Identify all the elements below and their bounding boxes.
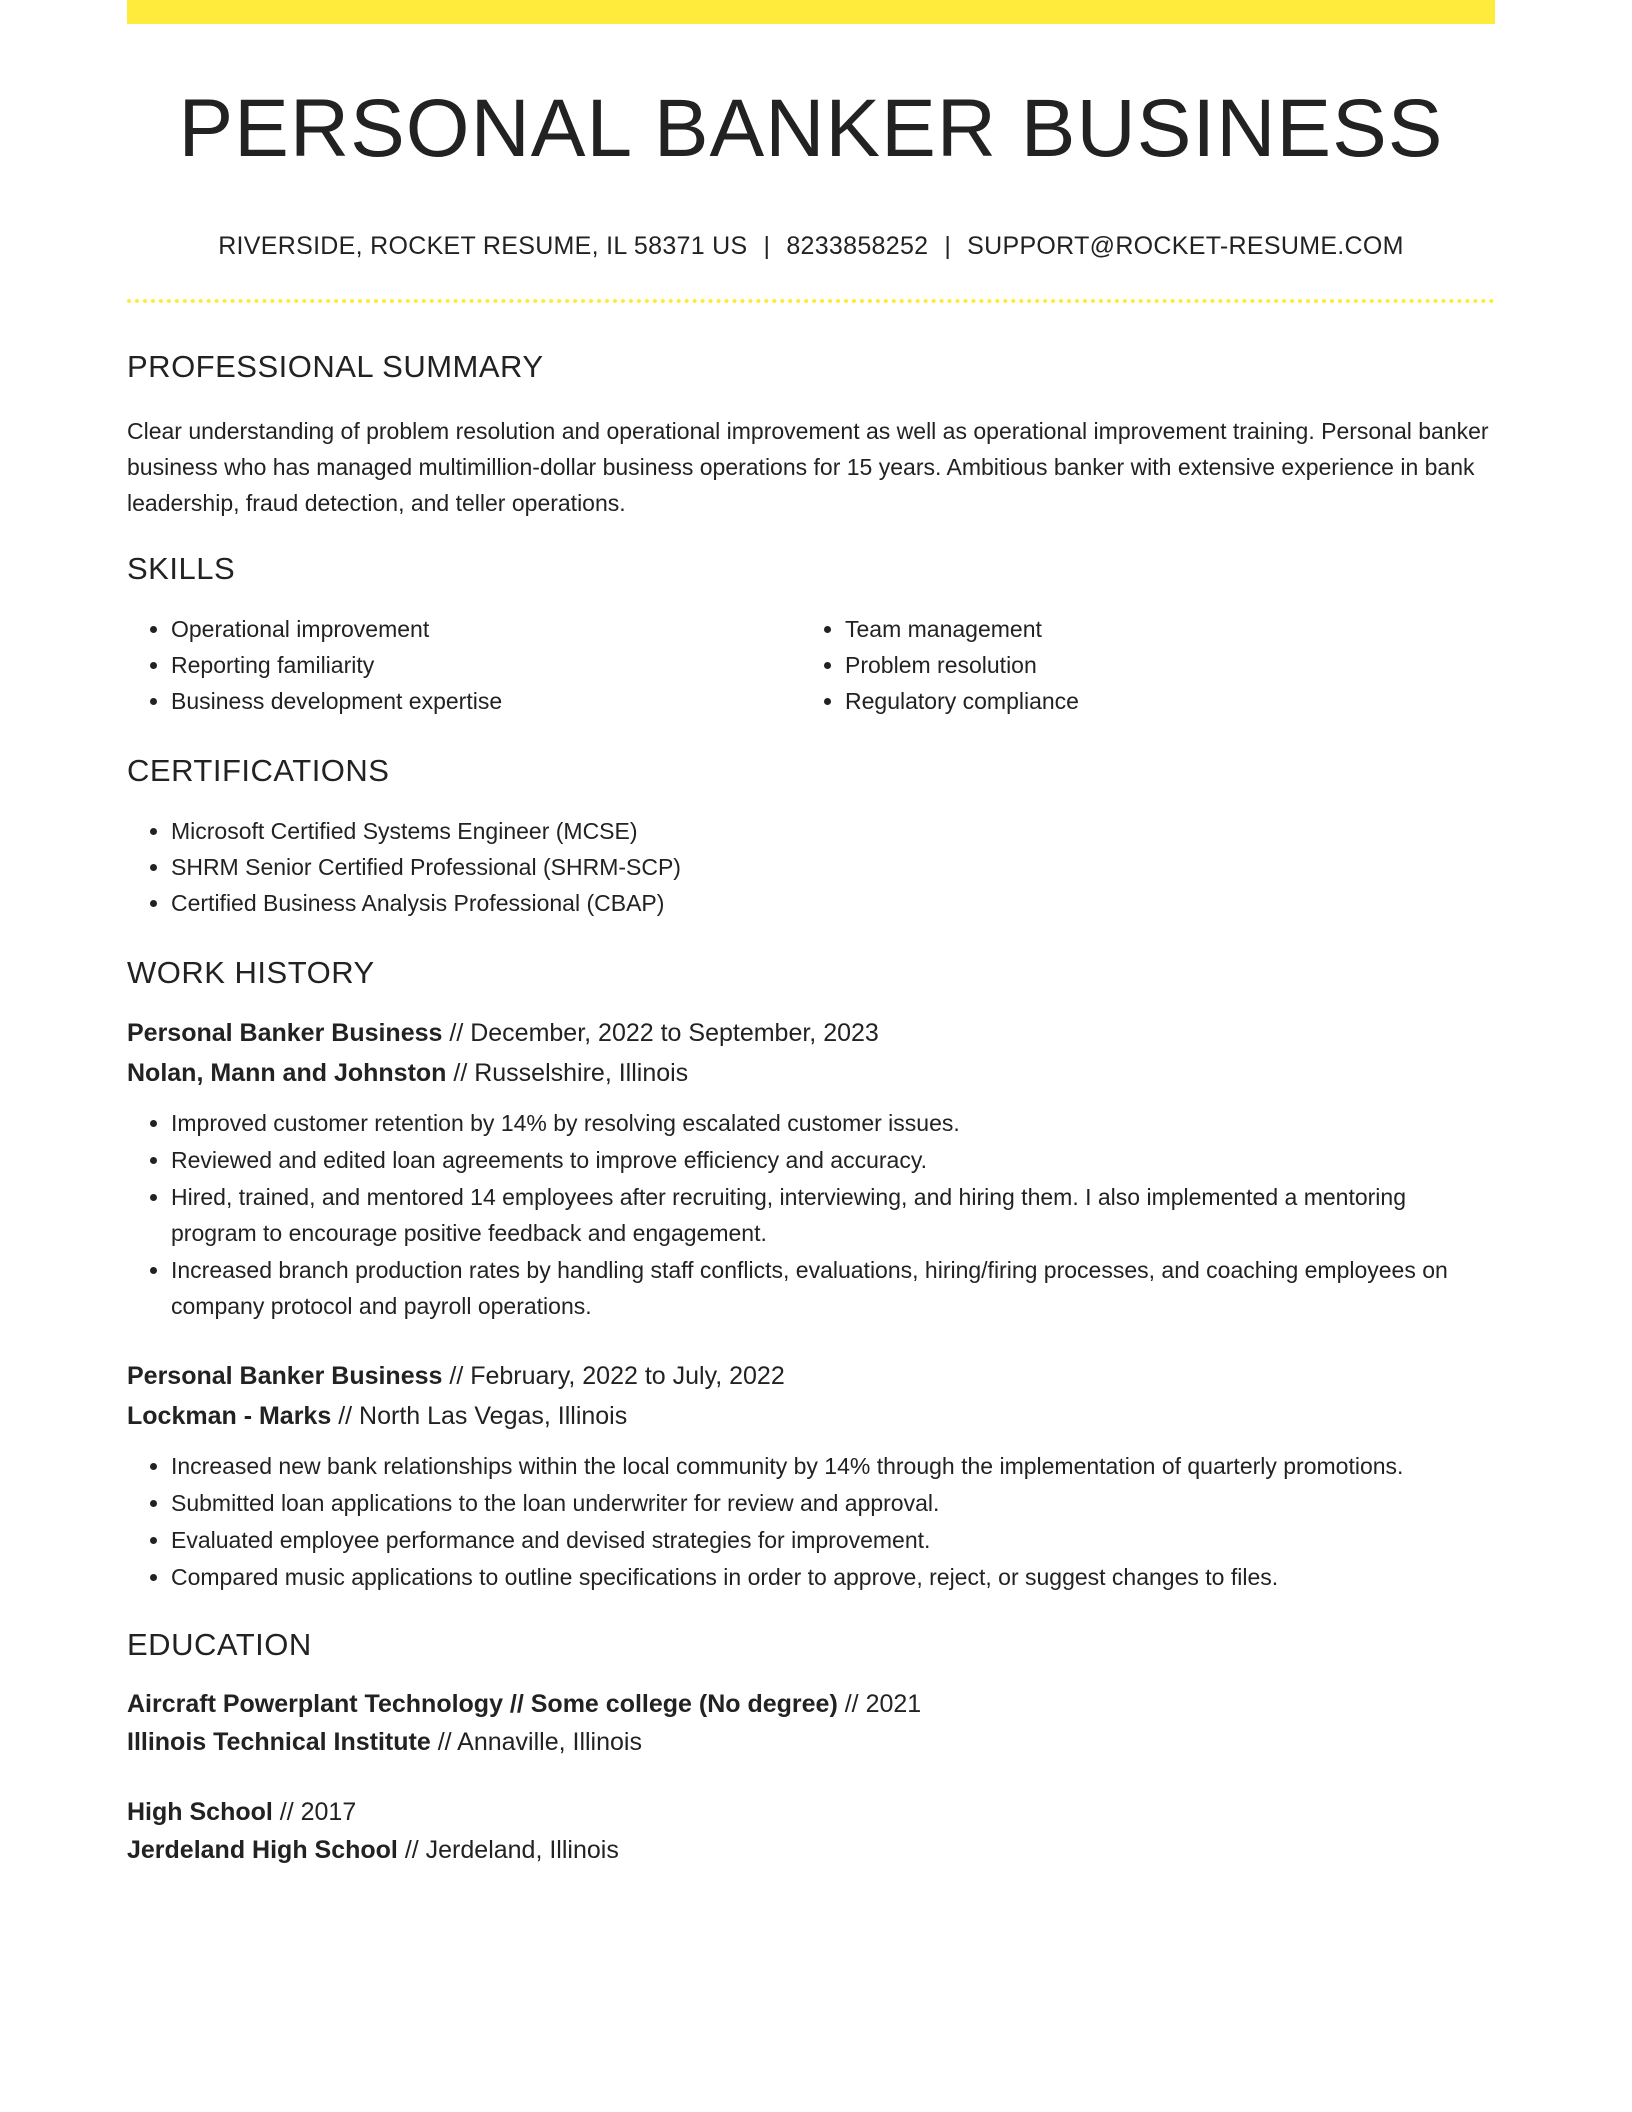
job-bullet: • Submitted loan applications to the loan underwriter for review and approval. — [171, 1485, 1495, 1521]
education-degree: Aircraft Powerplant Technology // Some college (No degree) — [127, 1690, 838, 1719]
contact-email: SUPPORT@ROCKET-RESUME.COM — [967, 232, 1404, 261]
job-title-line — [127, 1356, 1495, 1396]
education-school-line — [127, 1723, 1495, 1761]
job-bullet: • Increased new bank relationships within the local community by 14% through the implementation of quarterly promotions. — [171, 1448, 1495, 1484]
job-company: Nolan, Mann and Johnston — [127, 1059, 447, 1088]
education-school: Illinois Technical Institute — [127, 1728, 431, 1757]
job-location: // North Las Vegas, Illinois — [331, 1402, 628, 1431]
job-bullet: • Hired, trained, and mentored 14 employees after recruiting, interviewing, and hiring them. I also implemented a mentoring program to encourage positive feedback and engagement. — [171, 1179, 1495, 1251]
education-location: // Annaville, Illinois — [430, 1728, 642, 1757]
top-accent-bar — [127, 0, 1495, 24]
skill-item: • Regulatory compliance — [845, 683, 1475, 719]
certifications-heading: CERTIFICATIONS — [127, 753, 390, 789]
job-bullet: • Increased branch production rates by handling staff conflicts, evaluations, hiring/firing processes, and coaching employees on company protocol and payroll operations. — [171, 1252, 1495, 1324]
job-bullet: • Improved customer retention by 14% by resolving escalated customer issues. — [171, 1105, 1495, 1141]
education-degree-line — [127, 1793, 1495, 1831]
job-role: Personal Banker Business — [127, 1019, 443, 1048]
skill-item: • Operational improvement — [171, 611, 801, 647]
job-bullet-list — [127, 1448, 1495, 1595]
job-role: Personal Banker Business — [127, 1362, 443, 1391]
candidate-name: PERSONAL BANKER BUSINESS — [178, 83, 1444, 174]
job-location: // Russelshire, Illinois — [446, 1059, 689, 1088]
contact-separator: | — [944, 232, 952, 261]
education-school: Jerdeland High School — [127, 1836, 398, 1865]
certifications-list — [127, 813, 1495, 921]
education-school-line — [127, 1831, 1495, 1869]
job-entry — [127, 1356, 1495, 1595]
education-heading: EDUCATION — [127, 1627, 312, 1663]
contact-phone: 8233858252 — [786, 232, 929, 261]
job-bullet-list — [127, 1105, 1495, 1324]
summary-text: Clear understanding of problem resolution and operational improvement as well as operational improvement training. Personal banker business who has managed multimillion-dollar business operations for 15 years. Ambitious banker with extensive experience in bank leadership, fraud detection, and teller operations. — [127, 418, 1489, 517]
summary-heading: PROFESSIONAL SUMMARY — [127, 349, 544, 385]
education-year: // 2021 — [837, 1690, 922, 1719]
education-degree: High School — [127, 1798, 273, 1827]
skill-item: • Team management — [845, 611, 1475, 647]
skill-item: • Business development expertise — [171, 683, 801, 719]
job-bullet: • Reviewed and edited loan agreements to improve efficiency and accuracy. — [171, 1142, 1495, 1178]
job-entry — [127, 1013, 1495, 1324]
education-year: // 2017 — [272, 1798, 357, 1827]
skills-grid — [127, 611, 1495, 719]
education-entry — [127, 1685, 1495, 1761]
education-degree-line — [127, 1685, 1495, 1723]
contact-separator: | — [763, 232, 771, 261]
job-company-line — [127, 1396, 1495, 1436]
skills-column-right — [801, 611, 1475, 719]
resume-page — [127, 0, 1495, 1869]
work-history-heading: WORK HISTORY — [127, 955, 375, 991]
skills-column-left — [127, 611, 801, 719]
job-bullet: • Evaluated employee performance and devised strategies for improvement. — [171, 1522, 1495, 1558]
certification-item: • SHRM Senior Certified Professional (SHRM-SCP) — [171, 849, 1495, 885]
job-title-line — [127, 1013, 1495, 1053]
job-company: Lockman - Marks — [127, 1402, 332, 1431]
education-location: // Jerdeland, Illinois — [397, 1836, 619, 1865]
certification-item: • Certified Business Analysis Professional (CBAP) — [171, 885, 1495, 921]
job-dates: // December, 2022 to September, 2023 — [442, 1019, 879, 1048]
job-dates: // February, 2022 to July, 2022 — [442, 1362, 785, 1391]
job-company-line — [127, 1053, 1495, 1093]
skills-heading: SKILLS — [127, 551, 236, 587]
contact-line — [127, 232, 1495, 261]
education-entry — [127, 1793, 1495, 1869]
skill-item: • Problem resolution — [845, 647, 1475, 683]
contact-address: RIVERSIDE, ROCKET RESUME, IL 58371 US — [218, 232, 748, 261]
job-bullet: • Compared music applications to outline specifications in order to approve, reject, or suggest changes to files. — [171, 1559, 1495, 1595]
skill-item: • Reporting familiarity — [171, 647, 801, 683]
header-divider — [127, 299, 1495, 303]
certification-item: • Microsoft Certified Systems Engineer (MCSE) — [171, 813, 1495, 849]
